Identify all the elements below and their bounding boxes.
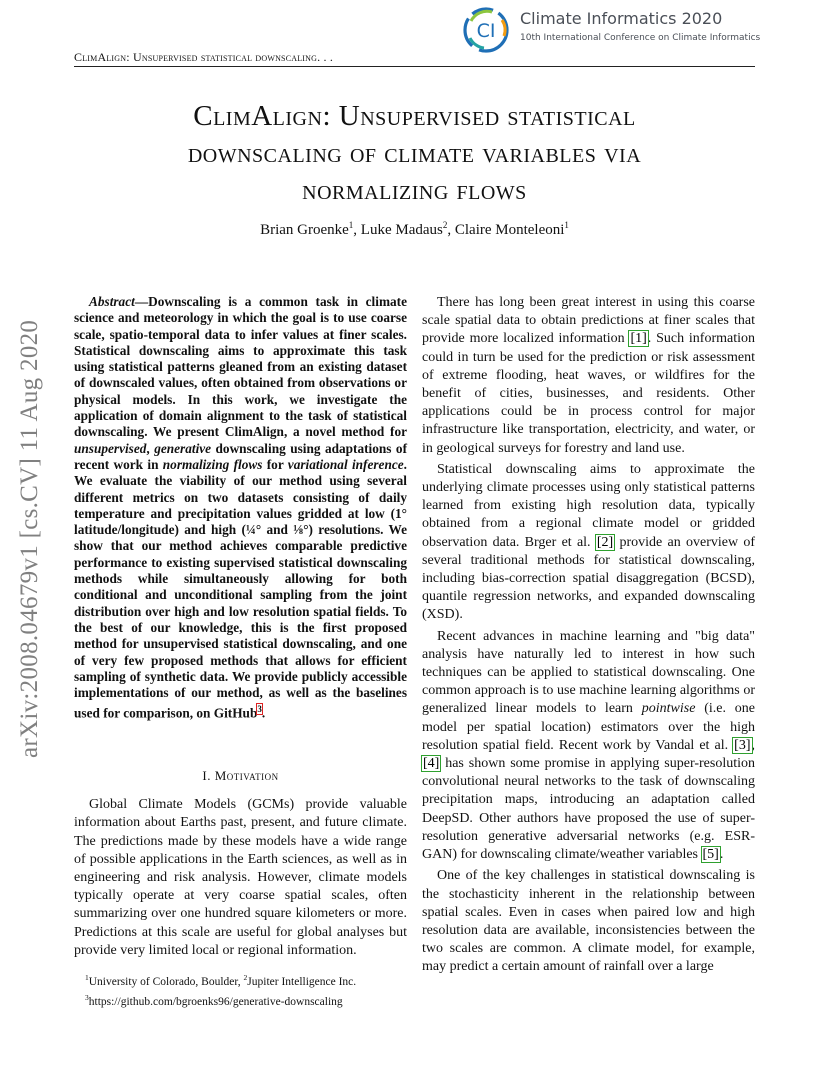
logo-glyph: CI [476, 20, 496, 42]
conference-subtitle: 10th International Conference on Climate Informatics [520, 33, 761, 43]
body-paragraph: There has long been great interest in using this coarse scale spatial data to obtain predictions at finer scales that provide more localized information [1]. Such information could in turn be used for the prediction or risk assessment of extreme flooding, heat waves, or wildfires for the benefit of cities, businesses, and residents. Other applications could be in process control for major infrastructure like transportation, electricity, and water, or in geological surveys for forestry and land use. [422, 295, 755, 456]
body-paragraph: One of the key challenges in statistical downscaling is the stochasticity inherent in the relationship between spatial scales. Even in cases when paired low and high resolution data are available, inconsistencies between the two scales are common. A climate model, for example, may predict a certain amount of rainfall over a large [422, 868, 755, 975]
section-number: I. [202, 768, 211, 784]
footnote-github: $^3$https://github.com/bgroenks96/generative-downscaling [85, 992, 343, 1008]
author-affiliation: 2 [442, 220, 448, 230]
abstract: Abstract—Downscaling is a common task in climate science and meteorology in which the goal is to use coarse scale, spatio-temporal data to infer values at finer scales. Statistical downscaling aims to approximate this task using statistical patterns gleaned from an existing dataset of downscaled values, often obtained from observations or physical models. In this work, we investigate the application of domain alignment to the task of statistical downscaling. We present ClimAlign, a novel method for unsupervised, generative downscaling using adaptations of recent work in normalizing flows for variational inference. We evaluate the viability of our method using several different metrics on two datasets consisting of daily temperature and precipitation values gridded at low (1° latitude/longitude) and high (¼° and ⅛°) resolutions. We show that our method achieves comparable predictive performance to existing supervised statistical downscaling methods while simultaneously allowing for both conditional and unconditional sampling from the joint distribution over high and low resolution spatial fields. To the best of our knowledge, this is the first proposed method for unsupervised statistical downscaling, and one of very few proposed methods that allows for efficient sampling of synthetic data. We provide publicly accessible implementations of our method, as well as the baselines used for comparison, on GitHub$^3$. [74, 294, 407, 721]
github-url[interactable]: https://github.com/bgroenks96/generative-downscaling [88, 995, 343, 1008]
section-title: Motivation [214, 768, 279, 784]
author-name: Brian Groenke [260, 222, 349, 238]
arxiv-identifier: arXiv:2008.04679v1 [cs.CV] 11 Aug 2020 [16, 319, 43, 758]
right-column [422, 294, 755, 977]
citation-link[interactable]: [1] [630, 331, 647, 347]
body-paragraph: Recent advances in machine learning and "big data" analysis have naturally led to interest in how such techniques can be applied to statistical downscaling. One common approach is to use machine learning algorithms or generalized linear models to learn pointwise (i.e. one model per spatial location) estimators over the high resolution spatial field. Recent work by Vandal et al. [3], [4] has shown some promise in applying super-resolution convolutional neural networks to the task of downscaling precipitation maps, introducing an adaptation called DeepSD. Other authors have proposed the use of super-resolution generative adversarial networks (e.g. ESR-GAN) for downscaling climate/weather variables [5]. [422, 628, 755, 863]
left-column [74, 294, 407, 960]
author-name: Luke Madaus [360, 222, 443, 238]
title-line-1: ClimAlign: Unsupervised statistical [193, 100, 636, 132]
citation-link[interactable]: [3] [734, 737, 751, 753]
title-line-2: downscaling of climate variables via [187, 137, 642, 169]
footnote-affiliations: $^1$University of Colorado, Boulder, $^2$Jupiter Intelligence Inc. [85, 973, 357, 988]
body-paragraph: Statistical downscaling aims to approximate the underlying climate processes using only statistical patterns learned from existing high resolution data, typically obtained from a regional climate model or gridded observation data. Brger et al. [2] provide an overview of several traditional methods for statistical downscaling, including bias-correction spatial disaggregation (BCSD), quantile regression networks, and expanded downscaling (XSD). [422, 461, 756, 623]
title-line-3: normalizing flows [302, 174, 527, 206]
paper-title [74, 98, 755, 209]
body-paragraph: Global Climate Models (GCMs) provide valuable information about Earths past, present, and future climate. The predictions made by these models have a wide range of possible applications in the Earth sciences, as well as in engineering and risk analysis. However, climate models typically operate at very coarse spatial scales, often summarizing over one hundred square kilometers or more. Predictions at this scale are useful for global analyses but provide very limited local or regional information. [74, 797, 407, 958]
citation-link[interactable]: [4] [423, 756, 440, 772]
header-rule [74, 66, 755, 67]
citation-link[interactable]: [2] [596, 534, 614, 550]
author-list: Brian Groenke$^1$, Luke Madaus$^2$, Claire Monteleoni$^1$ [260, 220, 569, 238]
conference-title: Climate Informatics 2020 [520, 9, 723, 28]
running-head: ClimAlign: Unsupervised statistical downscaling. . . [74, 50, 334, 64]
conference-logo [462, 6, 802, 52]
abstract-label: Abstract [89, 294, 135, 309]
section-heading [74, 768, 407, 784]
author-affiliation: 1 [564, 220, 569, 230]
footnote-link[interactable]: 3 [257, 704, 262, 715]
citation-link[interactable]: [5] [702, 847, 719, 863]
climate-informatics-logo-icon [462, 6, 510, 54]
author-affiliation: 1 [348, 220, 354, 230]
footnotes [74, 970, 407, 1010]
author-name: Claire Monteleoni [454, 222, 565, 238]
